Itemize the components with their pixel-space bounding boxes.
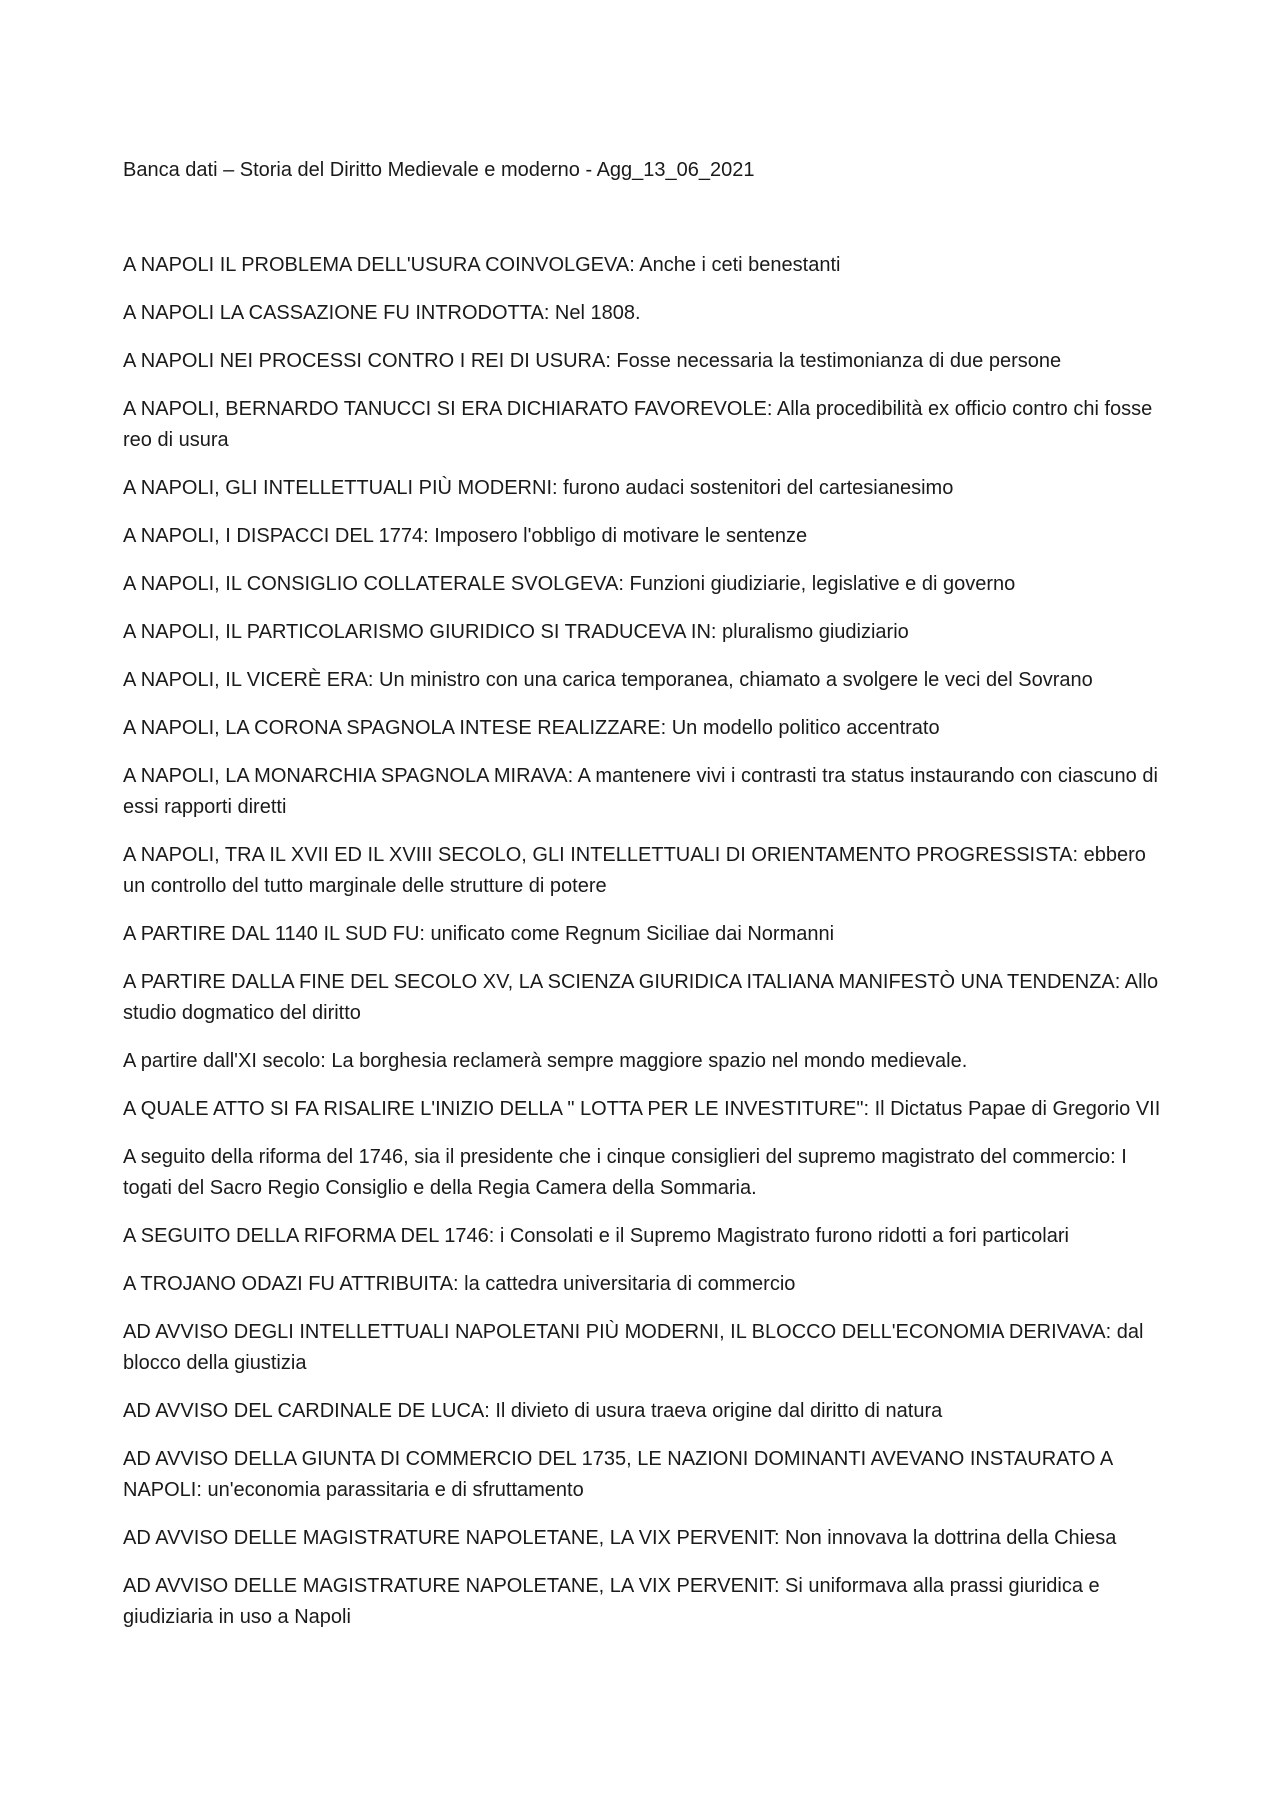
- list-item: A NAPOLI, I DISPACCI DEL 1774: Imposero l'obbligo di motivare le sentenze: [123, 525, 808, 547]
- list-item: A QUALE ATTO SI FA RISALIRE L'INIZIO DELLA " LOTTA PER LE INVESTITURE": Il Dictatus Papae di Gregorio VII: [123, 1098, 1161, 1120]
- list-item: AD AVVISO DEL CARDINALE DE LUCA: Il divieto di usura traeva origine dal diritto di natura: [123, 1400, 943, 1422]
- list-item: A seguito della riforma del 1746, sia il presidente che i cinque consiglieri del supremo magistrato del commercio: I togati del Sacro Regio Consiglio e della Regia Camera della Sommaria.: [123, 1146, 1127, 1199]
- list-item: A TROJANO ODAZI FU ATTRIBUITA: la cattedra universitaria di commercio: [123, 1273, 796, 1295]
- list-item: AD AVVISO DELLA GIUNTA DI COMMERCIO DEL 1735, LE NAZIONI DOMINANTI AVEVANO INSTAURATO A NAPOLI: un'economia parassitaria e di sfruttamento: [123, 1448, 1113, 1501]
- entry-list: [123, 250, 1163, 1650]
- document-title: Banca dati – Storia del Diritto Medievale e moderno - Agg_13_06_2021: [123, 159, 755, 181]
- list-item: A SEGUITO DELLA RIFORMA DEL 1746: i Consolati e il Supremo Magistrato furono ridotti a fori particolari: [123, 1225, 1069, 1247]
- list-item: AD AVVISO DEGLI INTELLETTUALI NAPOLETANI PIÙ MODERNI, IL BLOCCO DELL'ECONOMIA DERIVAVA: dal blocco della giustizia: [123, 1321, 1144, 1374]
- list-item: A NAPOLI, IL CONSIGLIO COLLATERALE SVOLGEVA: Funzioni giudiziarie, legislative e di governo: [123, 573, 1016, 595]
- list-item: AD AVVISO DELLE MAGISTRATURE NAPOLETANE, LA VIX PERVENIT: Si uniformava alla prassi giuridica e giudiziaria in uso a Napoli: [123, 1575, 1100, 1628]
- list-item: A NAPOLI, TRA IL XVII ED IL XVIII SECOLO, GLI INTELLETTUALI DI ORIENTAMENTO PROGRESSISTA: ebbero un controllo del tutto marginale delle strutture di potere: [123, 844, 1146, 897]
- list-item: A NAPOLI, LA MONARCHIA SPAGNOLA MIRAVA: A mantenere vivi i contrasti tra status instaurando con ciascuno di essi rapporti diretti: [123, 765, 1158, 818]
- list-item: A NAPOLI NEI PROCESSI CONTRO I REI DI USURA: Fosse necessaria la testimonianza di due persone: [123, 350, 1062, 372]
- list-item: A NAPOLI, IL PARTICOLARISMO GIURIDICO SI TRADUCEVA IN: pluralismo giudiziario: [123, 621, 909, 643]
- list-item: A NAPOLI, GLI INTELLETTUALI PIÙ MODERNI: furono audaci sostenitori del cartesianesimo: [123, 477, 954, 499]
- list-item: AD AVVISO DELLE MAGISTRATURE NAPOLETANE, LA VIX PERVENIT: Non innovava la dottrina della Chiesa: [123, 1527, 1117, 1549]
- list-item: A PARTIRE DAL 1140 IL SUD FU: unificato come Regnum Siciliae dai Normanni: [123, 923, 835, 945]
- list-item: A partire dall'XI secolo: La borghesia reclamerà sempre maggiore spazio nel mondo medievale.: [123, 1050, 968, 1072]
- list-item: A PARTIRE DALLA FINE DEL SECOLO XV, LA SCIENZA GIURIDICA ITALIANA MANIFESTÒ UNA TENDENZA: Allo studio dogmatico del diritto: [123, 971, 1159, 1024]
- list-item: A NAPOLI LA CASSAZIONE FU INTRODOTTA: Nel 1808.: [123, 302, 641, 324]
- list-item: A NAPOLI, IL VICERÈ ERA: Un ministro con una carica temporanea, chiamato a svolgere le veci del Sovrano: [123, 669, 1093, 691]
- list-item: A NAPOLI, LA CORONA SPAGNOLA INTESE REALIZZARE: Un modello politico accentrato: [123, 717, 940, 739]
- list-item: A NAPOLI, BERNARDO TANUCCI SI ERA DICHIARATO FAVOREVOLE: Alla procedibilità ex officio contro chi fosse reo di usura: [123, 398, 1153, 451]
- list-item: A NAPOLI IL PROBLEMA DELL'USURA COINVOLGEVA: Anche i ceti benestanti: [123, 254, 841, 276]
